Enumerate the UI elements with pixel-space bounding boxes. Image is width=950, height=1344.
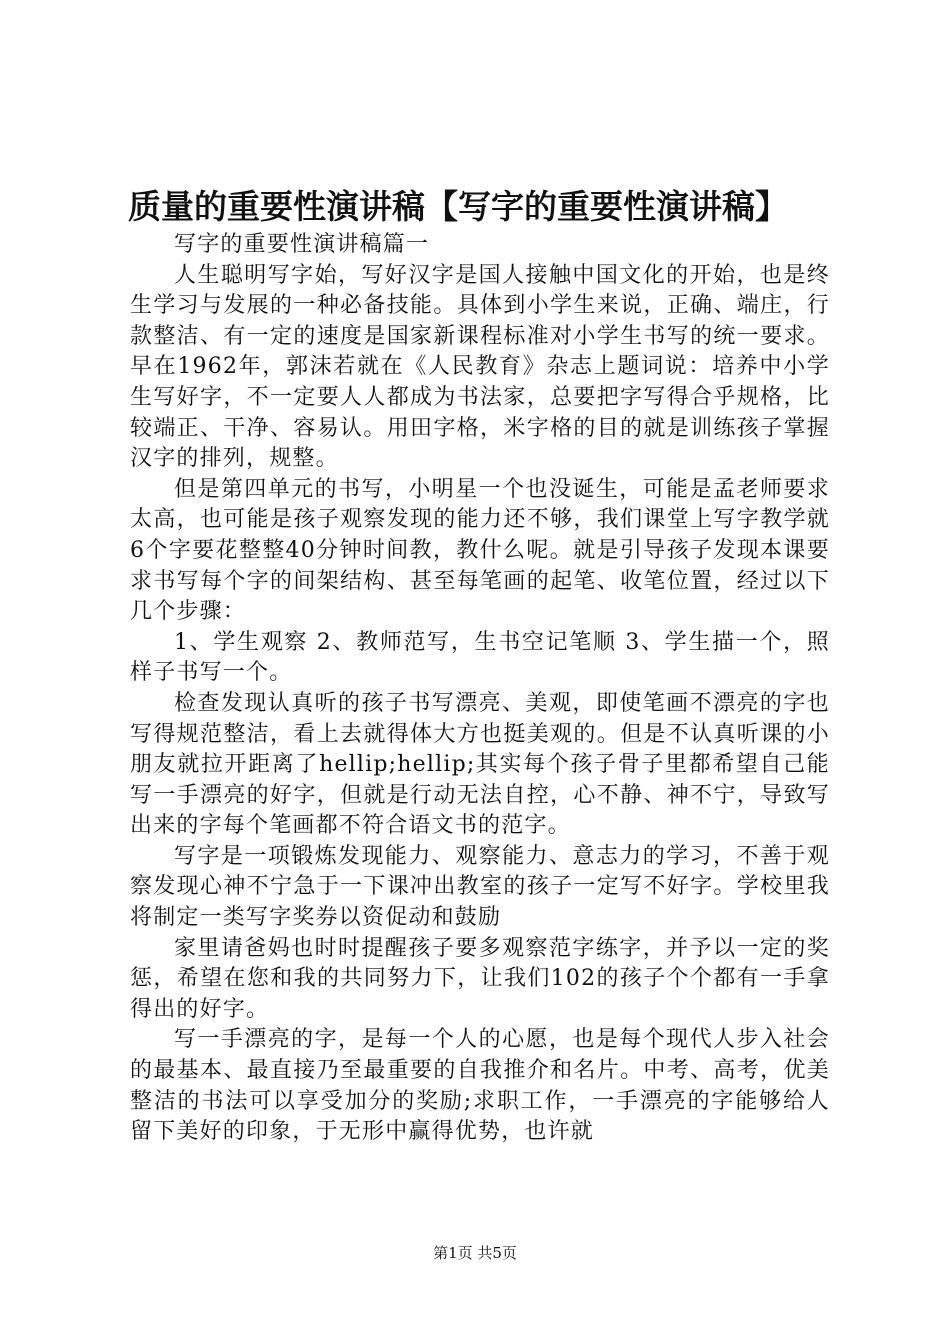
paragraph: 家里请爸妈也时时提醒孩子要多观察范字练字，并予以一定的奖惩，希望在您和我的共同努力下，让我们102的孩子个个都有一手拿得出的好字。: [130, 935, 830, 1022]
paragraph: 但是第四单元的书写，小明星一个也没诞生，可能是孟老师要求太高，也可能是孩子观察发现的能力还不够，我们课堂上写字教学就6个字要花整整40分钟时间教，教什么呢。就是引导孩子发现本课要求书写每个字的间架结构、甚至每笔画的起笔、收笔位置，经过以下几个步骤：: [130, 476, 830, 625]
paragraph: 检查发现认真听的孩子书写漂亮、美观，即使笔画不漂亮的字也写得规范整洁，看上去就得体大方也挺美观的。但是不认真听课的小朋友就拉开距离了hellip;hellip;其实每个孩子骨子里都希望自己能写一手漂亮的好字，但就是行动无法自控，心不静、神不宁，导致写出来的字每个笔画都不符合语文书的范字。: [130, 690, 830, 839]
paragraph: 写字是一项锻炼发现能力、观察能力、意志力的学习，不善于观察发现心神不宁急于一下课冲出教室的孩子一定写不好字。学校里我将制定一类写字奖券以资促动和鼓励: [130, 843, 830, 931]
paragraph: 人生聪明写字始，写好汉字是国人接触中国文化的开始，也是终生学习与发展的一种必备技能。具体到小学生来说，正确、端庄，行款整洁、有一定的速度是国家新课程标准对小学生书写的统一要求。早在1962年，郭沫若就在《人民教育》杂志上题词说：培养中小学生写好字，不一定要人人都成为书法家，总要把字写得合乎规格，比较端正、干净、容易认。用田字格，米字格的目的就是训练孩子掌握汉字的排列，规整。: [130, 262, 830, 472]
document-body: [130, 230, 830, 1148]
document-title: 质量的重要性演讲稿【写字的重要性演讲稿】: [128, 187, 788, 226]
page-footer: 第1页 共5页: [433, 1244, 517, 1262]
section-heading: 写字的重要性演讲稿篇一: [174, 232, 430, 257]
paragraph: 写一手漂亮的字，是每一个人的心愿，也是每个现代人步入社会的最基本、最直接乃至最重要的自我推介和名片。中考、高考，优美整洁的书法可以享受加分的奖励;求职工作，一手漂亮的字能够给人留下美好的印象，于无形中赢得优势，也许就: [130, 1027, 830, 1145]
steps-paragraph: 1、学生观察 2、教师范写，生书空记笔顺 3、学生描一个，照样子书写一个。: [130, 629, 830, 686]
